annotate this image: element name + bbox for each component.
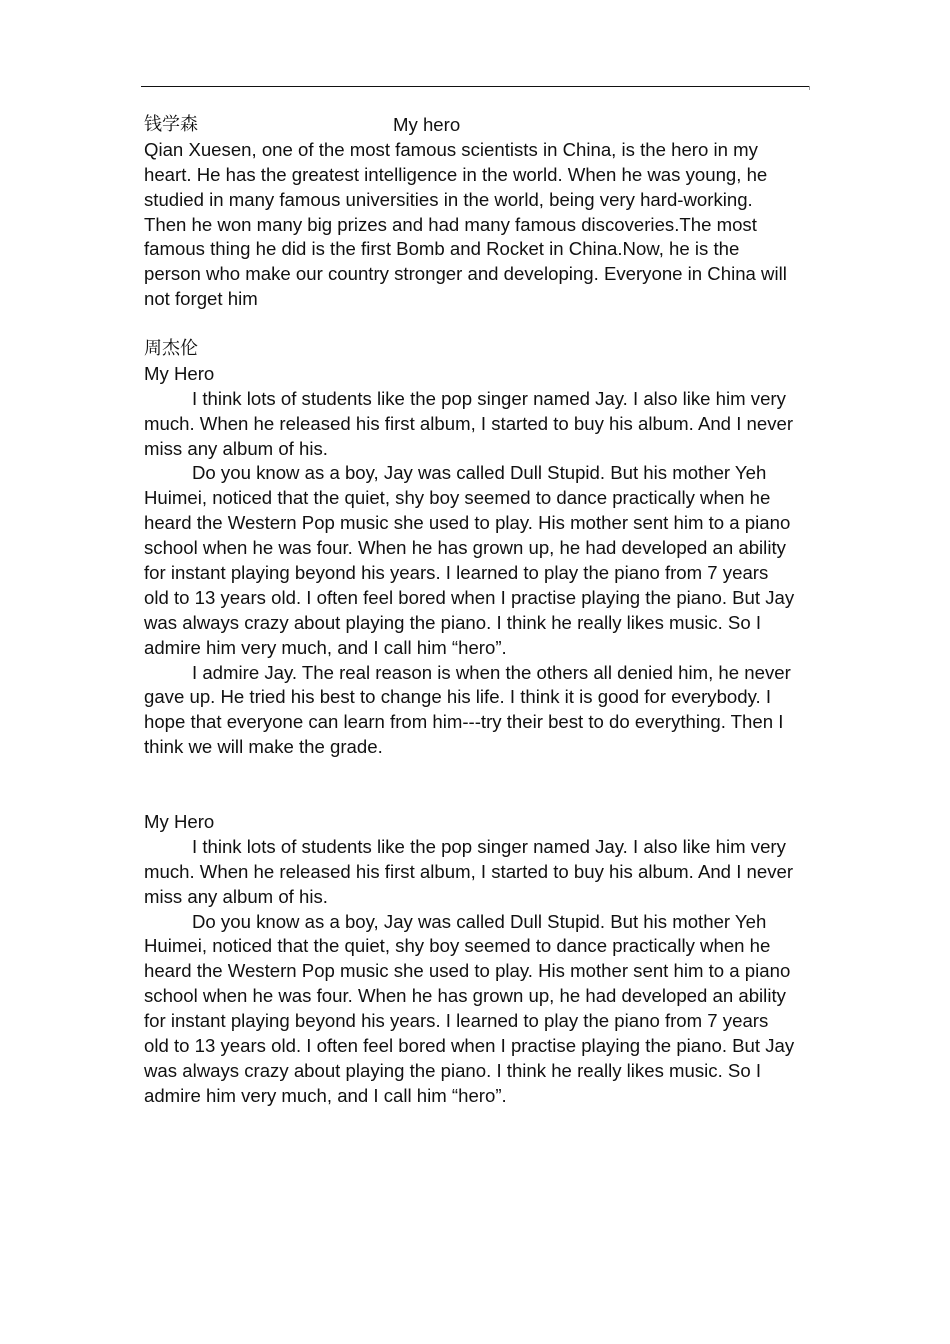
text-line: old to 13 years old. I often feel bored when I practise playing the piano. But Jay bbox=[144, 586, 795, 608]
essay1-paragraph bbox=[144, 138, 812, 312]
header-rule-tick bbox=[809, 86, 810, 90]
header-rule bbox=[141, 86, 809, 87]
text-line: Qian Xuesen, one of the most famous scientists in China, is the hero in my bbox=[144, 138, 758, 160]
text-line: admire him very much, and I call him “hero”. bbox=[144, 636, 507, 658]
text-line: person who make our country stronger and developing. Everyone in China will bbox=[144, 263, 787, 285]
text-line: heard the Western Pop music she used to play. His mother sent him to a piano bbox=[144, 512, 791, 534]
text-line: I think lots of students like the pop singer named Jay. I also like him very bbox=[192, 835, 786, 857]
text-line: Huimei, noticed that the quiet, shy boy seemed to dance practically when he bbox=[144, 487, 771, 509]
text-line: heard the Western Pop music she used to play. His mother sent him to a piano bbox=[144, 960, 791, 982]
spacer bbox=[144, 312, 812, 337]
text-line: old to 13 years old. I often feel bored when I practise playing the piano. But Jay bbox=[144, 1034, 795, 1056]
text-line: much. When he released his first album, I started to buy his album. And I never bbox=[144, 412, 794, 434]
text-line: I admire Jay. The real reason is when the others all denied him, he never bbox=[192, 661, 791, 683]
text-line: think we will make the grade. bbox=[144, 736, 383, 758]
text-line: school when he was four. When he has grown up, he had developed an ability bbox=[144, 537, 786, 559]
text-line: for instant playing beyond his years. I learned to play the piano from 7 years bbox=[144, 562, 769, 584]
text-line: Then he won many big prizes and had many famous discoveries.The most bbox=[144, 213, 757, 235]
essay3-title: My Hero bbox=[144, 810, 215, 832]
text-line: gave up. He tried his best to change his life. I think it is good for everybody. I bbox=[144, 686, 772, 708]
text-line: I think lots of students like the pop singer named Jay. I also like him very bbox=[192, 387, 786, 409]
text-line: much. When he released his first album, I started to buy his album. And I never bbox=[144, 860, 794, 882]
spacer bbox=[144, 760, 812, 810]
text-line: for instant playing beyond his years. I learned to play the piano from 7 years bbox=[144, 1010, 769, 1032]
document-body bbox=[144, 113, 812, 1109]
text-line: was always crazy about playing the piano. I think he really likes music. So I bbox=[144, 1059, 761, 1081]
text-line: hope that everyone can learn from him---try their best to do everything. Then I bbox=[144, 711, 784, 733]
essay2-paragraph-1 bbox=[144, 387, 812, 462]
text-line: school when he was four. When he has grown up, he had developed an ability bbox=[144, 985, 786, 1007]
text-line: was always crazy about playing the piano. I think he really likes music. So I bbox=[144, 611, 761, 633]
essay1-author: 钱学森 bbox=[144, 114, 198, 135]
essay1-title: My hero bbox=[393, 114, 461, 135]
essay1-header bbox=[144, 113, 812, 138]
text-line: heart. He has the greatest intelligence in the world. When he was young, he bbox=[144, 163, 768, 185]
essay3-paragraph-2 bbox=[144, 910, 812, 1109]
text-line: not forget him bbox=[144, 288, 258, 310]
text-line: Huimei, noticed that the quiet, shy boy seemed to dance practically when he bbox=[144, 935, 771, 957]
text-line: famous thing he did is the first Bomb and Rocket in China.Now, he is the bbox=[144, 238, 740, 260]
text-line: miss any album of his. bbox=[144, 437, 328, 459]
essay2-title: My Hero bbox=[144, 362, 215, 384]
text-line: Do you know as a boy, Jay was called Dull Stupid. But his mother Yeh bbox=[192, 910, 767, 932]
essay2-author: 周杰伦 bbox=[144, 338, 198, 360]
text-line: Do you know as a boy, Jay was called Dull Stupid. But his mother Yeh bbox=[192, 462, 767, 484]
essay2-paragraph-3 bbox=[144, 661, 812, 761]
text-line: admire him very much, and I call him “hero”. bbox=[144, 1084, 507, 1106]
essay3-paragraph-1 bbox=[144, 835, 812, 910]
essay2-paragraph-2 bbox=[144, 461, 812, 660]
text-line: studied in many famous universities in the world, being very hard-working. bbox=[144, 188, 753, 210]
text-line: miss any album of his. bbox=[144, 885, 328, 907]
